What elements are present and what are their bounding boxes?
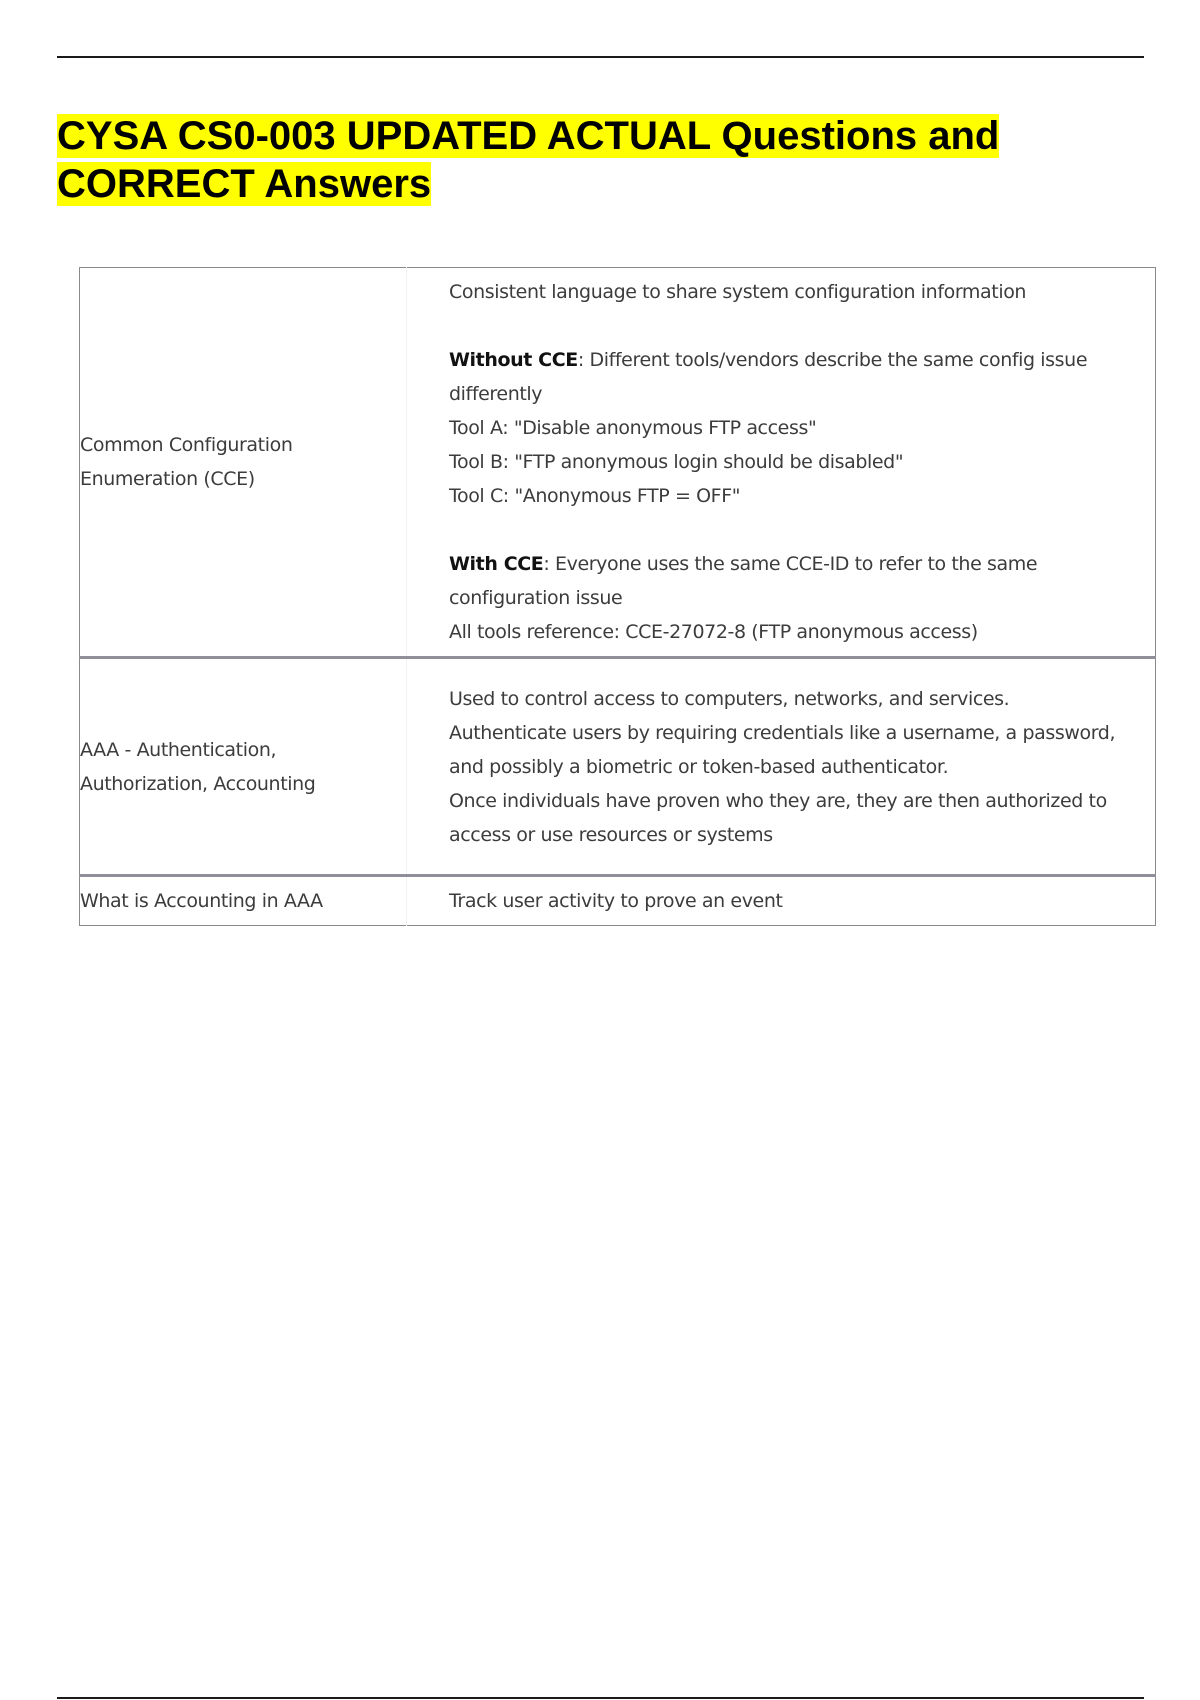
bold-label: With CCE <box>449 553 544 575</box>
definition-cell <box>407 268 1156 658</box>
definition-text: Tool B: "FTP anonymous login should be disabled" <box>449 451 904 473</box>
definition-text: Tool A: "Disable anonymous FTP access" <box>449 417 817 439</box>
title-line-1: CYSA CS0-003 UPDATED ACTUAL Questions and <box>57 114 1000 158</box>
header-rule <box>57 56 1144 58</box>
definition-text: Consistent language to share system configuration information <box>449 281 1027 303</box>
definition-text: Tool C: "Anonymous FTP = OFF" <box>449 485 741 507</box>
table-row <box>80 876 1156 926</box>
footer-rule <box>57 1697 1144 1699</box>
term-text: Common Configuration <box>80 434 293 456</box>
table-row <box>80 268 1156 658</box>
definition-cell <box>407 658 1156 876</box>
definition-cell: Track user activity to prove an event <box>407 876 1156 926</box>
title-line-2: CORRECT Answers <box>57 162 432 206</box>
definition-text: Without CCE: Different tools/vendors describe the same config issue differently <box>449 349 1088 405</box>
definition-text: Once individuals have proven who they are, they are then authorized to access or use resources or systems <box>449 789 1107 846</box>
definition-text: Used to control access to computers, networks, and services. Authenticate users by requiring credentials like a username, a password, and possibly a biometric or token-based authenticator. <box>449 687 1116 778</box>
term-cell: What is Accounting in AAA <box>80 876 407 926</box>
bold-label: Without CCE <box>449 349 578 371</box>
term-cell <box>80 658 407 876</box>
table-row <box>80 658 1156 876</box>
term-text: Enumeration (CCE) <box>80 468 255 490</box>
document-title <box>57 112 1097 208</box>
definition-text: With CCE: Everyone uses the same CCE-ID to refer to the same configuration issue <box>449 553 1038 609</box>
definition-text: All tools reference: CCE-27072-8 (FTP anonymous access) <box>449 621 978 643</box>
term-text: AAA - Authentication, <box>80 738 277 761</box>
term-text: Authorization, Accounting <box>80 772 316 795</box>
qa-table <box>79 267 1156 926</box>
term-cell <box>80 268 407 658</box>
